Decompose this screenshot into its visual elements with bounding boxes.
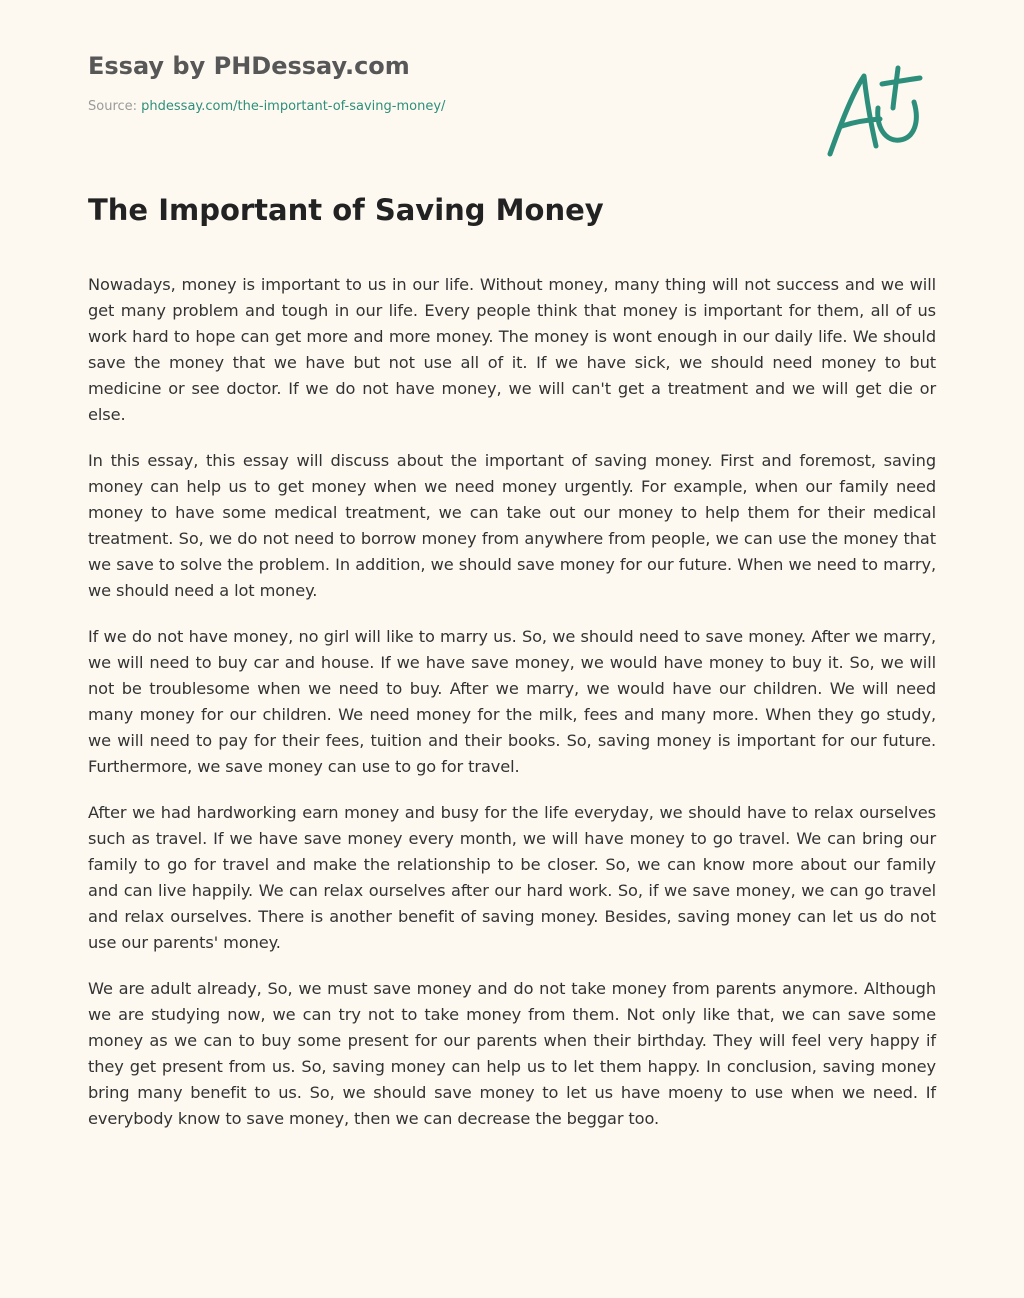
essay-title: The Important of Saving Money — [88, 193, 604, 227]
page-header — [88, 50, 788, 116]
essay-paragraph: If we do not have money, no girl will like to marry us. So, we should need to save money. After we marry, we will need to buy car and house. If we have save money, we would have money to buy it. So, we will not be troublesome when we need to buy. After we marry, we would have our children. We will need many money for our children. We need money for the milk, fees and many more. When they go study, we will need to pay for their fees, tuition and their books. So, saving money is important for our future. Furthermore, we save money can use to go for travel. — [88, 627, 936, 776]
essay-paragraph: After we had hardworking earn money and busy for the life everyday, we should have to relax ourselves such as travel. If we have save money every month, we will have money to go travel. We can bring our family to go for travel and make the relationship to be closer. So, we can know more about our family and can live happily. We can relax ourselves after our hard work. So, if we save money, we can go travel and relax ourselves. There is another benefit of saving money. Besides, saving money can let us do not use our parents' money. — [88, 803, 936, 952]
essay-body — [88, 272, 936, 1152]
source-line — [88, 98, 788, 116]
source-link[interactable]: phdessay.com/the-important-of-saving-money/ — [141, 99, 446, 114]
essay-paragraph: Nowadays, money is important to us in our life. Without money, many thing will not success and we will get many problem and tough in our life. Every people think that money is important for them, all of us work hard to hope can get more and more money. The money is wont enough in our daily life. We should save the money that we have but not use all of it. If we have sick, we should need money to but medicine or see doctor. If we do not have money, we will can't get a treatment and we will get die or else. — [88, 275, 936, 424]
source-label: Source: — [88, 99, 142, 114]
site-title: Essay by PHDessay.com — [88, 52, 410, 80]
essay-paragraph: We are adult already, So, we must save money and do not take money from parents anymore. Although we are studying now, we can try not to take money from them. Not only like that, we can save some money as we can to buy some present for our parents when their birthday. They will feel very happy if they get present from us. So, saving money can help us to let them happy. In conclusion, saving money bring many benefit to us. So, we should save money to let us have moeny to use when we need. If everybody know to save money, then we can decrease the beggar too. — [88, 979, 936, 1128]
a-plus-logo-icon — [822, 64, 928, 162]
essay-paragraph: In this essay, this essay will discuss about the important of saving money. First and foremost, saving money can help us to get money when we need money urgently. For example, when our family need money to have some medical treatment, we can take out our money to help them for their medical treatment. So, we do not need to borrow money from anywhere from people, we can use the money that we save to solve the problem. In addition, we should save money for our future. When we need to marry, we should need a lot money. — [88, 451, 936, 600]
